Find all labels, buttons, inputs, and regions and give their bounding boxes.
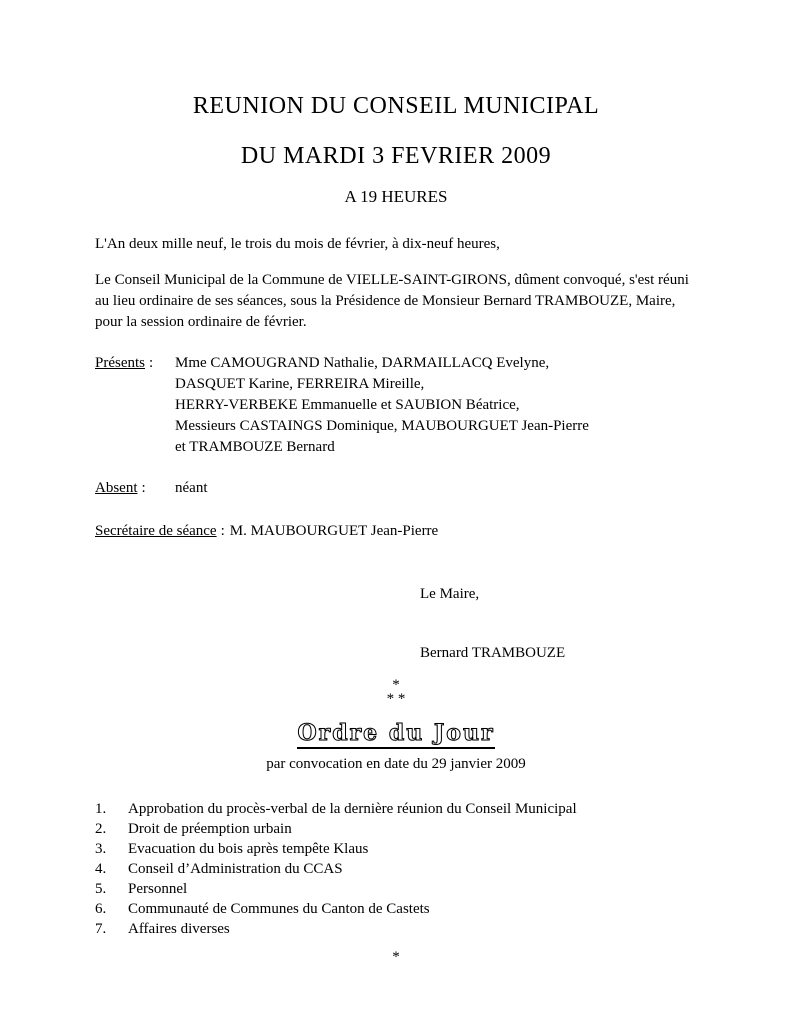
absent-section <box>95 478 697 499</box>
document-title-line1: REUNION DU CONSEIL MUNICIPAL <box>192 93 600 119</box>
agenda-item-number: 3. <box>95 841 107 857</box>
opening-line: L'An deux mille neuf, le trois du mois de février, à dix-neuf heures, <box>95 236 500 252</box>
agenda-item-number: 2. <box>95 821 107 837</box>
document-time-line: A 19 HEURES <box>344 187 448 206</box>
agenda-item-text: Affaires diverses <box>128 921 230 937</box>
presents-name-line: Messieurs CASTAINGS Dominique, MAUBOURGUET Jean-Pierre <box>175 418 589 434</box>
agenda-item-number: 7. <box>95 921 107 937</box>
agenda-item-text: Conseil d’Administration du CCAS <box>128 861 343 877</box>
agenda-item <box>95 899 697 919</box>
agenda-item <box>95 839 697 859</box>
agenda-item <box>95 819 697 839</box>
agenda-item-text: Droit de préemption urbain <box>128 821 292 837</box>
document-header <box>95 92 697 208</box>
presents-name-line: HERRY-VERBEKE Emmanuelle et SAUBION Béatrice, <box>175 397 520 413</box>
star-separator-line1: * <box>392 677 400 693</box>
presents-label-text: Présents <box>95 355 145 371</box>
absent-colon: : <box>141 480 146 496</box>
signature-role: Le Maire, <box>420 586 480 602</box>
agenda-item-number: 5. <box>95 881 107 897</box>
footer-star: * <box>392 949 400 965</box>
presents-name-line: Mme CAMOUGRAND Nathalie, DARMAILLACQ Evelyne, <box>175 355 550 371</box>
agenda-subtitle: par convocation en date du 29 janvier 2009 <box>266 756 526 772</box>
agenda-title-wrap <box>95 720 697 749</box>
agenda-title: Ordre du Jour <box>297 720 494 749</box>
presents-section <box>95 353 697 458</box>
star-separator-line2: * * <box>386 691 406 707</box>
presents-colon: : <box>149 355 154 371</box>
agenda-item <box>95 799 697 819</box>
document-title-line2: DU MARDI 3 FEVRIER 2009 <box>240 143 552 169</box>
presents-name-line: DASQUET Karine, FERREIRA Mireille, <box>175 376 425 392</box>
convocation-paragraph: Le Conseil Municipal de la Commune de VIELLE-SAINT-GIRONS, dûment convoqué, s'est réuni au lieu ordinaire de ses séances, sous la Présidence de Monsieur Bernard TRAMBOUZE, Maire, pour la session ordinaire de février. <box>95 272 689 330</box>
agenda-list <box>95 799 697 939</box>
agenda-item-text: Communauté de Communes du Canton de Castets <box>128 901 430 917</box>
secretary-value: M. MAUBOURGUET Jean-Pierre <box>229 523 439 539</box>
agenda-item <box>95 919 697 939</box>
secretary-colon: : <box>220 523 225 539</box>
presents-names <box>175 353 697 458</box>
presents-name-line: et TRAMBOUZE Bernard <box>175 439 335 455</box>
agenda-item-text: Personnel <box>128 881 188 897</box>
agenda-item-text: Approbation du procès-verbal de la dernière réunion du Conseil Municipal <box>128 801 577 817</box>
agenda-item <box>95 859 697 879</box>
agenda-item-number: 4. <box>95 861 107 877</box>
star-separator <box>95 678 697 706</box>
secretary-line <box>95 521 697 542</box>
absent-label <box>95 478 175 499</box>
presents-label <box>95 353 175 374</box>
secretary-label-text: Secrétaire de séance <box>95 523 217 539</box>
agenda-item-number: 6. <box>95 901 107 917</box>
signature-block <box>420 584 697 664</box>
agenda-item-text: Evacuation du bois après tempête Klaus <box>128 841 369 857</box>
absent-label-text: Absent <box>95 480 138 496</box>
absent-value: néant <box>175 480 208 496</box>
signature-name: Bernard TRAMBOUZE <box>420 645 566 661</box>
agenda-item-number: 1. <box>95 801 107 817</box>
agenda-item <box>95 879 697 899</box>
